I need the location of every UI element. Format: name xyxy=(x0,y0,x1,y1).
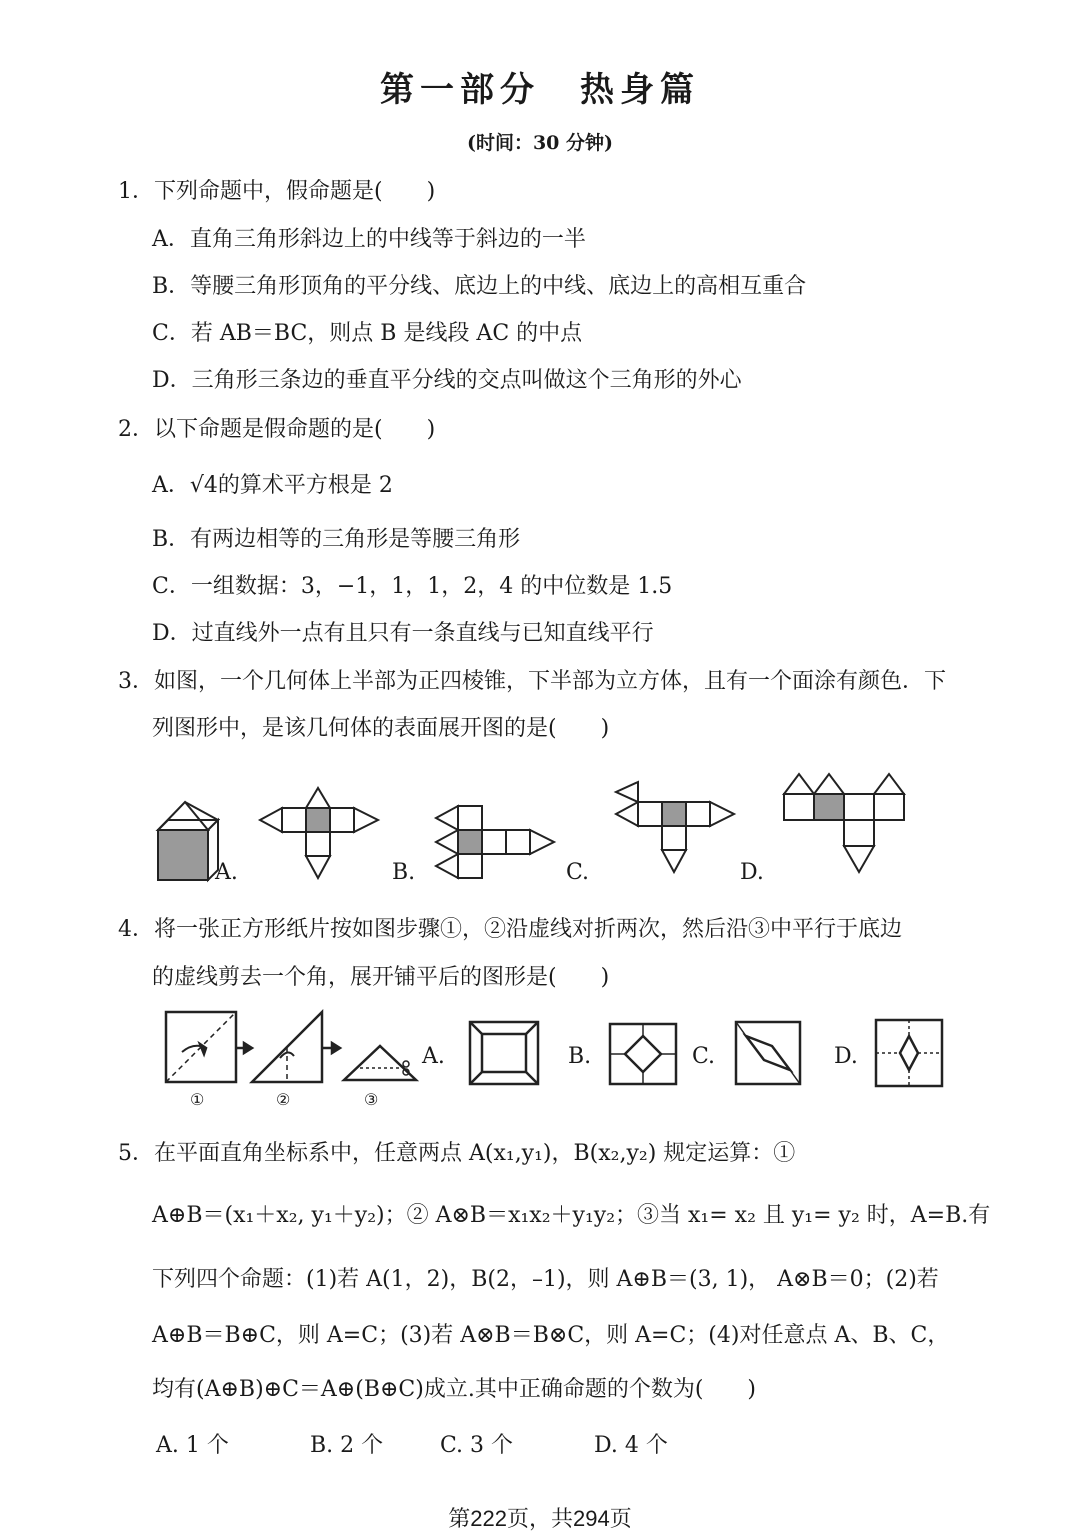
question-5-line5: 均有(A⊕B)⊕C＝A⊕(B⊕C)成立.其中正确命题的个数为( ) xyxy=(152,1377,757,1402)
page-footer: 第222页，共294页 xyxy=(448,1506,632,1531)
q4-option-c xyxy=(732,1018,804,1088)
question-5-line1: 5．在平面直角坐标系中，任意两点 A(x₁,y₁)，B(x₂,y₂) 规定运算：① xyxy=(118,1141,796,1166)
question-2-option-d: D．过直线外一点有且只有一条直线与已知直线平行 xyxy=(152,621,654,646)
question-1-option-b: B．等腰三角形顶角的平分线、底边上的中线、底边上的高相互重合 xyxy=(152,274,807,299)
q3-net-c xyxy=(608,776,742,884)
question-5-option-b: B. 2 个 xyxy=(310,1433,384,1458)
question-5-line4: A⊕B＝B⊕C，则 A=C；(3)若 A⊗B＝B⊗C，则 A=C；(4)对任意点 A、B、C， xyxy=(152,1323,950,1348)
question-2-option-b: B．有两边相等的三角形是等腰三角形 xyxy=(152,527,521,552)
q4-step-1-label: ① xyxy=(190,1090,205,1109)
q4-label-a: A. xyxy=(422,1044,445,1069)
q4-label-b: B. xyxy=(568,1044,592,1069)
question-5-option-a: A. 1 个 xyxy=(156,1433,229,1458)
question-5-line2: A⊕B＝(x₁＋x₂, y₁＋y₂)；② A⊗B＝x₁x₂＋y₁y₂；③当 x₁= x₂ 且 y₁= y₂ 时，A=B.有 xyxy=(152,1203,991,1228)
q4-fold-steps xyxy=(160,1008,430,1090)
question-2-option-a: A．√4的算术平方根是 2 xyxy=(152,473,393,498)
q4-label-d: D. xyxy=(834,1044,858,1069)
q3-label-c: C. xyxy=(566,860,590,885)
question-2-option-c: C．一组数据：3，−1，1，1，2，4 的中位数是 1.5 xyxy=(152,574,673,599)
question-4-stem-line2: 的虚线剪去一个角，展开铺平后的图形是( ) xyxy=(152,965,610,990)
question-5-option-c: C. 3 个 xyxy=(440,1433,514,1458)
q4-option-a xyxy=(466,1018,542,1088)
page-title: 第一部分 热身篇 xyxy=(380,70,700,110)
question-4-stem-line1: 4．将一张正方形纸片按如图步骤①，②沿虚线对折两次，然后沿③中平行于底边 xyxy=(118,917,902,942)
q3-label-d: D. xyxy=(740,860,764,885)
q3-net-a xyxy=(256,786,384,882)
question-5-line3: 下列四个命题：(1)若 A(1，2)，B(2，–1)，则 A⊕B＝(3, 1)， A⊗B＝0；(2)若 xyxy=(152,1267,939,1292)
question-5-option-d: D. 4 个 xyxy=(594,1433,668,1458)
question-3-stem-line2: 列图形中，是该几何体的表面展开图的是( ) xyxy=(152,716,610,741)
question-3-stem-line1: 3．如图，一个几何体上半部为正四棱锥，下半部为立方体，且有一个面涂有颜色．下 xyxy=(118,669,946,694)
question-1-option-a: A．直角三角形斜边上的中线等于斜边的一半 xyxy=(152,227,586,252)
q4-option-d xyxy=(872,1016,946,1090)
q3-solid-figure xyxy=(150,800,220,885)
q3-label-b: B. xyxy=(392,860,416,885)
question-1-option-d: D．三角形三条边的垂直平分线的交点叫做这个三角形的外心 xyxy=(152,368,742,393)
q4-label-c: C. xyxy=(692,1044,716,1069)
q4-option-b xyxy=(606,1020,680,1088)
time-limit: (时间：30 分钟) xyxy=(466,132,614,154)
question-1-option-c: C．若 AB＝BC，则点 B 是线段 AC 的中点 xyxy=(152,321,583,346)
q4-step-3-label: ③ xyxy=(364,1090,379,1109)
question-1-stem: 1．下列命题中，假命题是( ) xyxy=(118,179,436,204)
q3-net-b xyxy=(430,800,570,884)
q3-label-a: A. xyxy=(215,860,238,885)
q4-step-2-label: ② xyxy=(276,1090,291,1109)
q3-net-d xyxy=(778,764,914,878)
question-2-stem: 2．以下命题是假命题的是( ) xyxy=(118,417,436,442)
